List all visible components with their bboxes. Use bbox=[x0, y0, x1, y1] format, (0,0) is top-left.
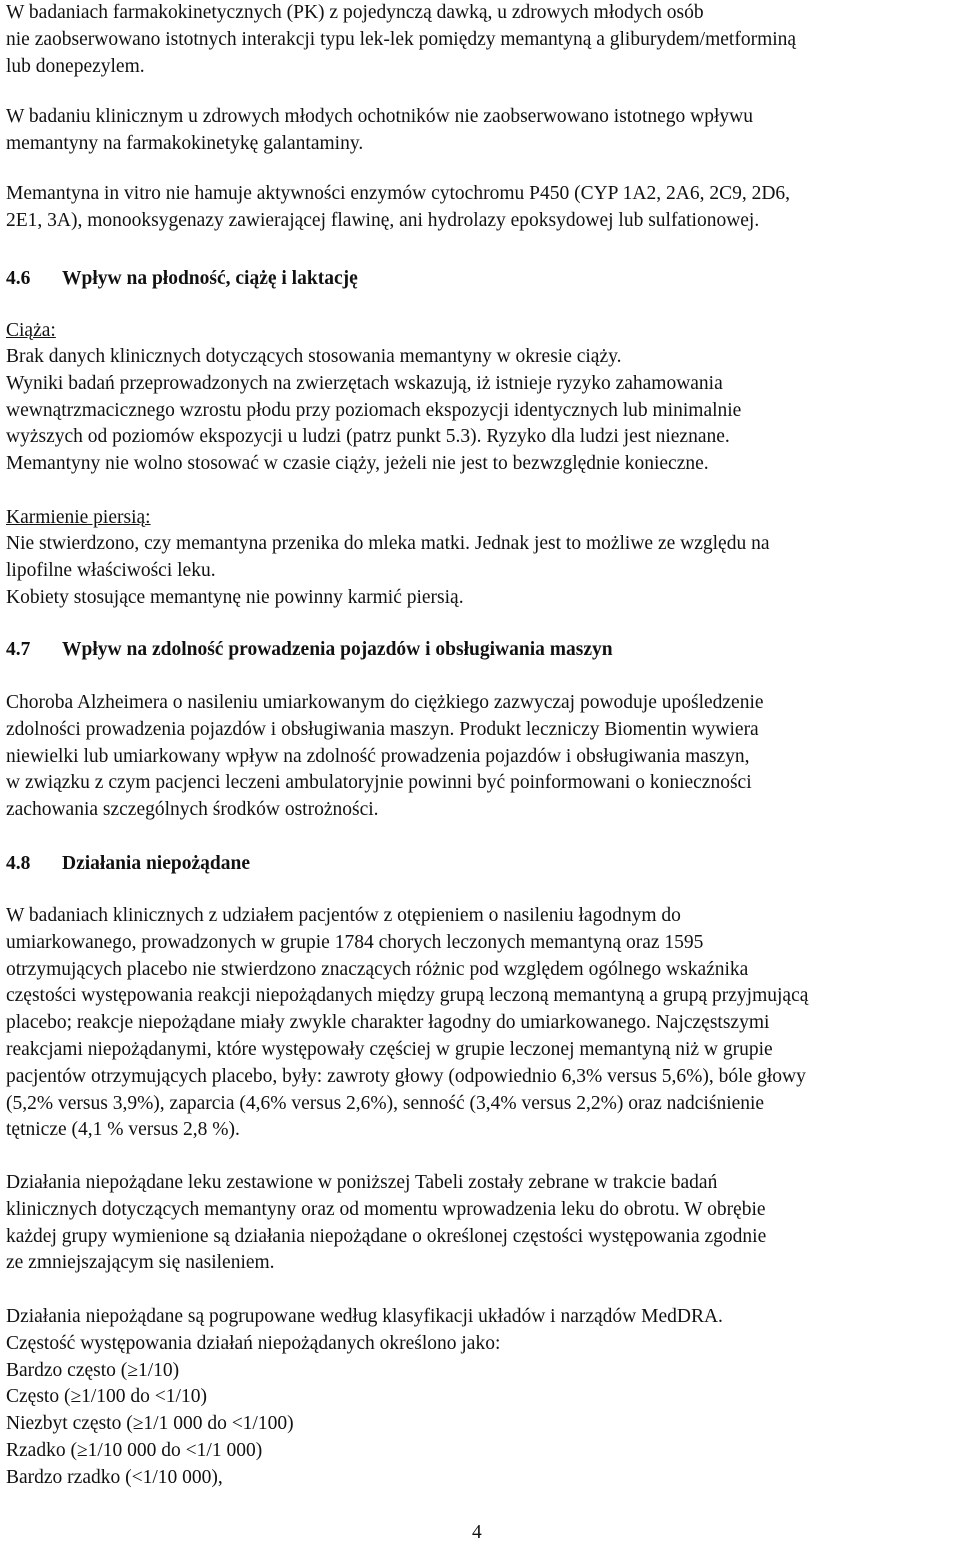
section-title: Wpływ na zdolność prowadzenia pojazdów i obsługiwania maszyn bbox=[62, 639, 613, 660]
subheading-label: Karmienie piersią: bbox=[6, 507, 151, 528]
text-line: ze zmniejszającym się nasileniem. bbox=[6, 1252, 275, 1274]
frequency-item: Rzadko (≥1/10 000 do <1/1 000) bbox=[6, 1439, 263, 1461]
text-line: częstości występowania reakcji niepożądanych między grupą leczoną memantyną a grupą przyjmującą bbox=[6, 985, 809, 1007]
text-line: Brak danych klinicznych dotyczących stosowania memantyny w okresie ciąży. bbox=[6, 346, 622, 367]
paragraph-driving bbox=[6, 690, 956, 824]
subheading-label: Ciąża: bbox=[6, 320, 56, 341]
text-line: Działania niepożądane są pogrupowane według klasyfikacji układów i narządów MedDRA. bbox=[6, 1306, 723, 1327]
text-line: umiarkowanego, prowadzonych w grupie 1784 chorych leczonych memantyną oraz 1595 bbox=[6, 931, 704, 953]
text-line: lub donepezylem. bbox=[6, 55, 145, 77]
text-line: placebo; reakcje niepożądane miały zwykle charakter łagodny do umiarkowanego. Najczęstszymi bbox=[6, 1012, 770, 1034]
text-line: Memantyny nie wolno stosować w czasie ciąży, jeżeli nie jest to bezwzględnie konieczne. bbox=[6, 453, 709, 475]
paragraph-clinical-trials bbox=[6, 903, 956, 1144]
text-line: Choroba Alzheimera o nasileniu umiarkowanym do ciężkiego zazwyczaj powoduje upośledzenie bbox=[6, 692, 764, 713]
text-line: w związku z czym pacjenci leczeni ambulatoryjnie powinni być poinformowani o konieczności bbox=[6, 772, 752, 794]
section-heading-4-7 bbox=[6, 637, 613, 664]
text-line: memantyny na farmakokinetykę galantaminy. bbox=[6, 132, 364, 154]
section-title: Wpływ na płodność, ciążę i laktację bbox=[62, 268, 358, 289]
text-line: Działania niepożądane leku zestawione w poniższej Tabeli zostały zebrane w trakcie badań bbox=[6, 1172, 718, 1193]
text-line: W badaniach farmakokinetycznych (PK) z pojedynczą dawką, u zdrowych młodych osób bbox=[6, 2, 704, 23]
paragraph-frequency-definitions bbox=[6, 1304, 956, 1492]
paragraph-table-intro bbox=[6, 1170, 956, 1277]
frequency-item: Bardzo rzadko (<1/10 000), bbox=[6, 1466, 223, 1488]
text-line: tętnicze (4,1 % versus 2,8 %). bbox=[6, 1119, 240, 1141]
text-line: Częstość występowania działań niepożądanych określono jako: bbox=[6, 1332, 501, 1354]
text-line: nie zaobserwowano istotnych interakcji typu lek-lek pomiędzy memantyną a gliburydem/metforminą bbox=[6, 28, 797, 50]
text-line: zachowania szczególnych środków ostrożności. bbox=[6, 799, 379, 821]
section-number: 4.6 bbox=[6, 268, 31, 289]
paragraph-breastfeeding bbox=[6, 531, 956, 611]
text-line: otrzymujących placebo nie stwierdzono znaczących różnic pod względem ogólnego wskaźnika bbox=[6, 958, 749, 980]
text-line: (5,2% versus 3,9%), zaparcia (4,6% versus 2,6%), senność (3,4% versus 2,2%) oraz nadciśnienie bbox=[6, 1092, 765, 1114]
text-line: wewnątrzmacicznego wzrostu płodu przy poziomach ekspozycji identycznych lub minimalnie bbox=[6, 399, 742, 421]
frequency-item: Często (≥1/100 do <1/10) bbox=[6, 1386, 207, 1408]
paragraph-pregnancy bbox=[6, 344, 956, 478]
paragraph-pk-interactions bbox=[6, 0, 956, 80]
section-number: 4.8 bbox=[6, 853, 31, 874]
text-line: Memantyna in vitro nie hamuje aktywności enzymów cytochromu P450 (CYP 1A2, 2A6, 2C9, 2D6, bbox=[6, 183, 791, 204]
frequency-item: Bardzo często (≥1/10) bbox=[6, 1359, 180, 1381]
text-line: pacjentów otrzymujących placebo, były: zawroty głowy (odpowiednio 6,3% versus 5,6%), bóle głowy bbox=[6, 1065, 806, 1087]
text-line: Nie stwierdzono, czy memantyna przenika do mleka matki. Jednak jest to możliwe ze względu na bbox=[6, 533, 770, 554]
text-line: 2E1, 3A), monooksygenazy zawierającej flawinę, ani hydrolazy epoksydowej lub sulfationowej. bbox=[6, 209, 760, 231]
text-line: wyższych od poziomów ekspozycji u ludzi (patrz punkt 5.3). Ryzyko dla ludzi jest nieznane. bbox=[6, 426, 730, 448]
page-number: 4 bbox=[472, 1522, 482, 1543]
paragraph-in-vitro bbox=[6, 181, 956, 235]
subheading-pregnancy bbox=[6, 318, 956, 345]
section-number: 4.7 bbox=[6, 639, 31, 660]
section-heading-4-6 bbox=[6, 266, 358, 293]
section-heading-4-8 bbox=[6, 851, 250, 878]
text-line: Kobiety stosujące memantynę nie powinny karmić piersią. bbox=[6, 586, 464, 608]
text-line: każdej grupy wymienione są działania niepożądane o określonej częstości występowania zgodnie bbox=[6, 1225, 767, 1247]
text-line: W badaniach klinicznych z udziałem pacjentów z otępieniem o nasileniu łagodnym do bbox=[6, 905, 681, 926]
text-line: klinicznych dotyczących memantyny oraz od momentu wprowadzenia leku do obrotu. W obrębie bbox=[6, 1198, 766, 1220]
text-line: lipofilne właściwości leku. bbox=[6, 559, 216, 581]
text-line: W badaniu klinicznym u zdrowych młodych ochotników nie zaobserwowano istotnego wpływu bbox=[6, 106, 753, 127]
paragraph-galantamine bbox=[6, 104, 956, 158]
text-line: Wyniki badań przeprowadzonych na zwierzętach wskazują, iż istnieje ryzyko zahamowania bbox=[6, 372, 723, 394]
subheading-breastfeeding bbox=[6, 505, 956, 532]
text-line: reakcjami niepożądanymi, które występowały częściej w grupie leczonej memantyną niż w grupie bbox=[6, 1038, 773, 1060]
text-line: niewielki lub umiarkowany wpływ na zdolność prowadzenia pojazdów i obsługiwania maszyn, bbox=[6, 745, 750, 767]
text-line: zdolności prowadzenia pojazdów i obsługiwania maszyn. Produkt leczniczy Biomentin wywiera bbox=[6, 718, 759, 740]
frequency-item: Niezbyt często (≥1/1 000 do <1/100) bbox=[6, 1413, 294, 1435]
section-title: Działania niepożądane bbox=[62, 853, 250, 874]
